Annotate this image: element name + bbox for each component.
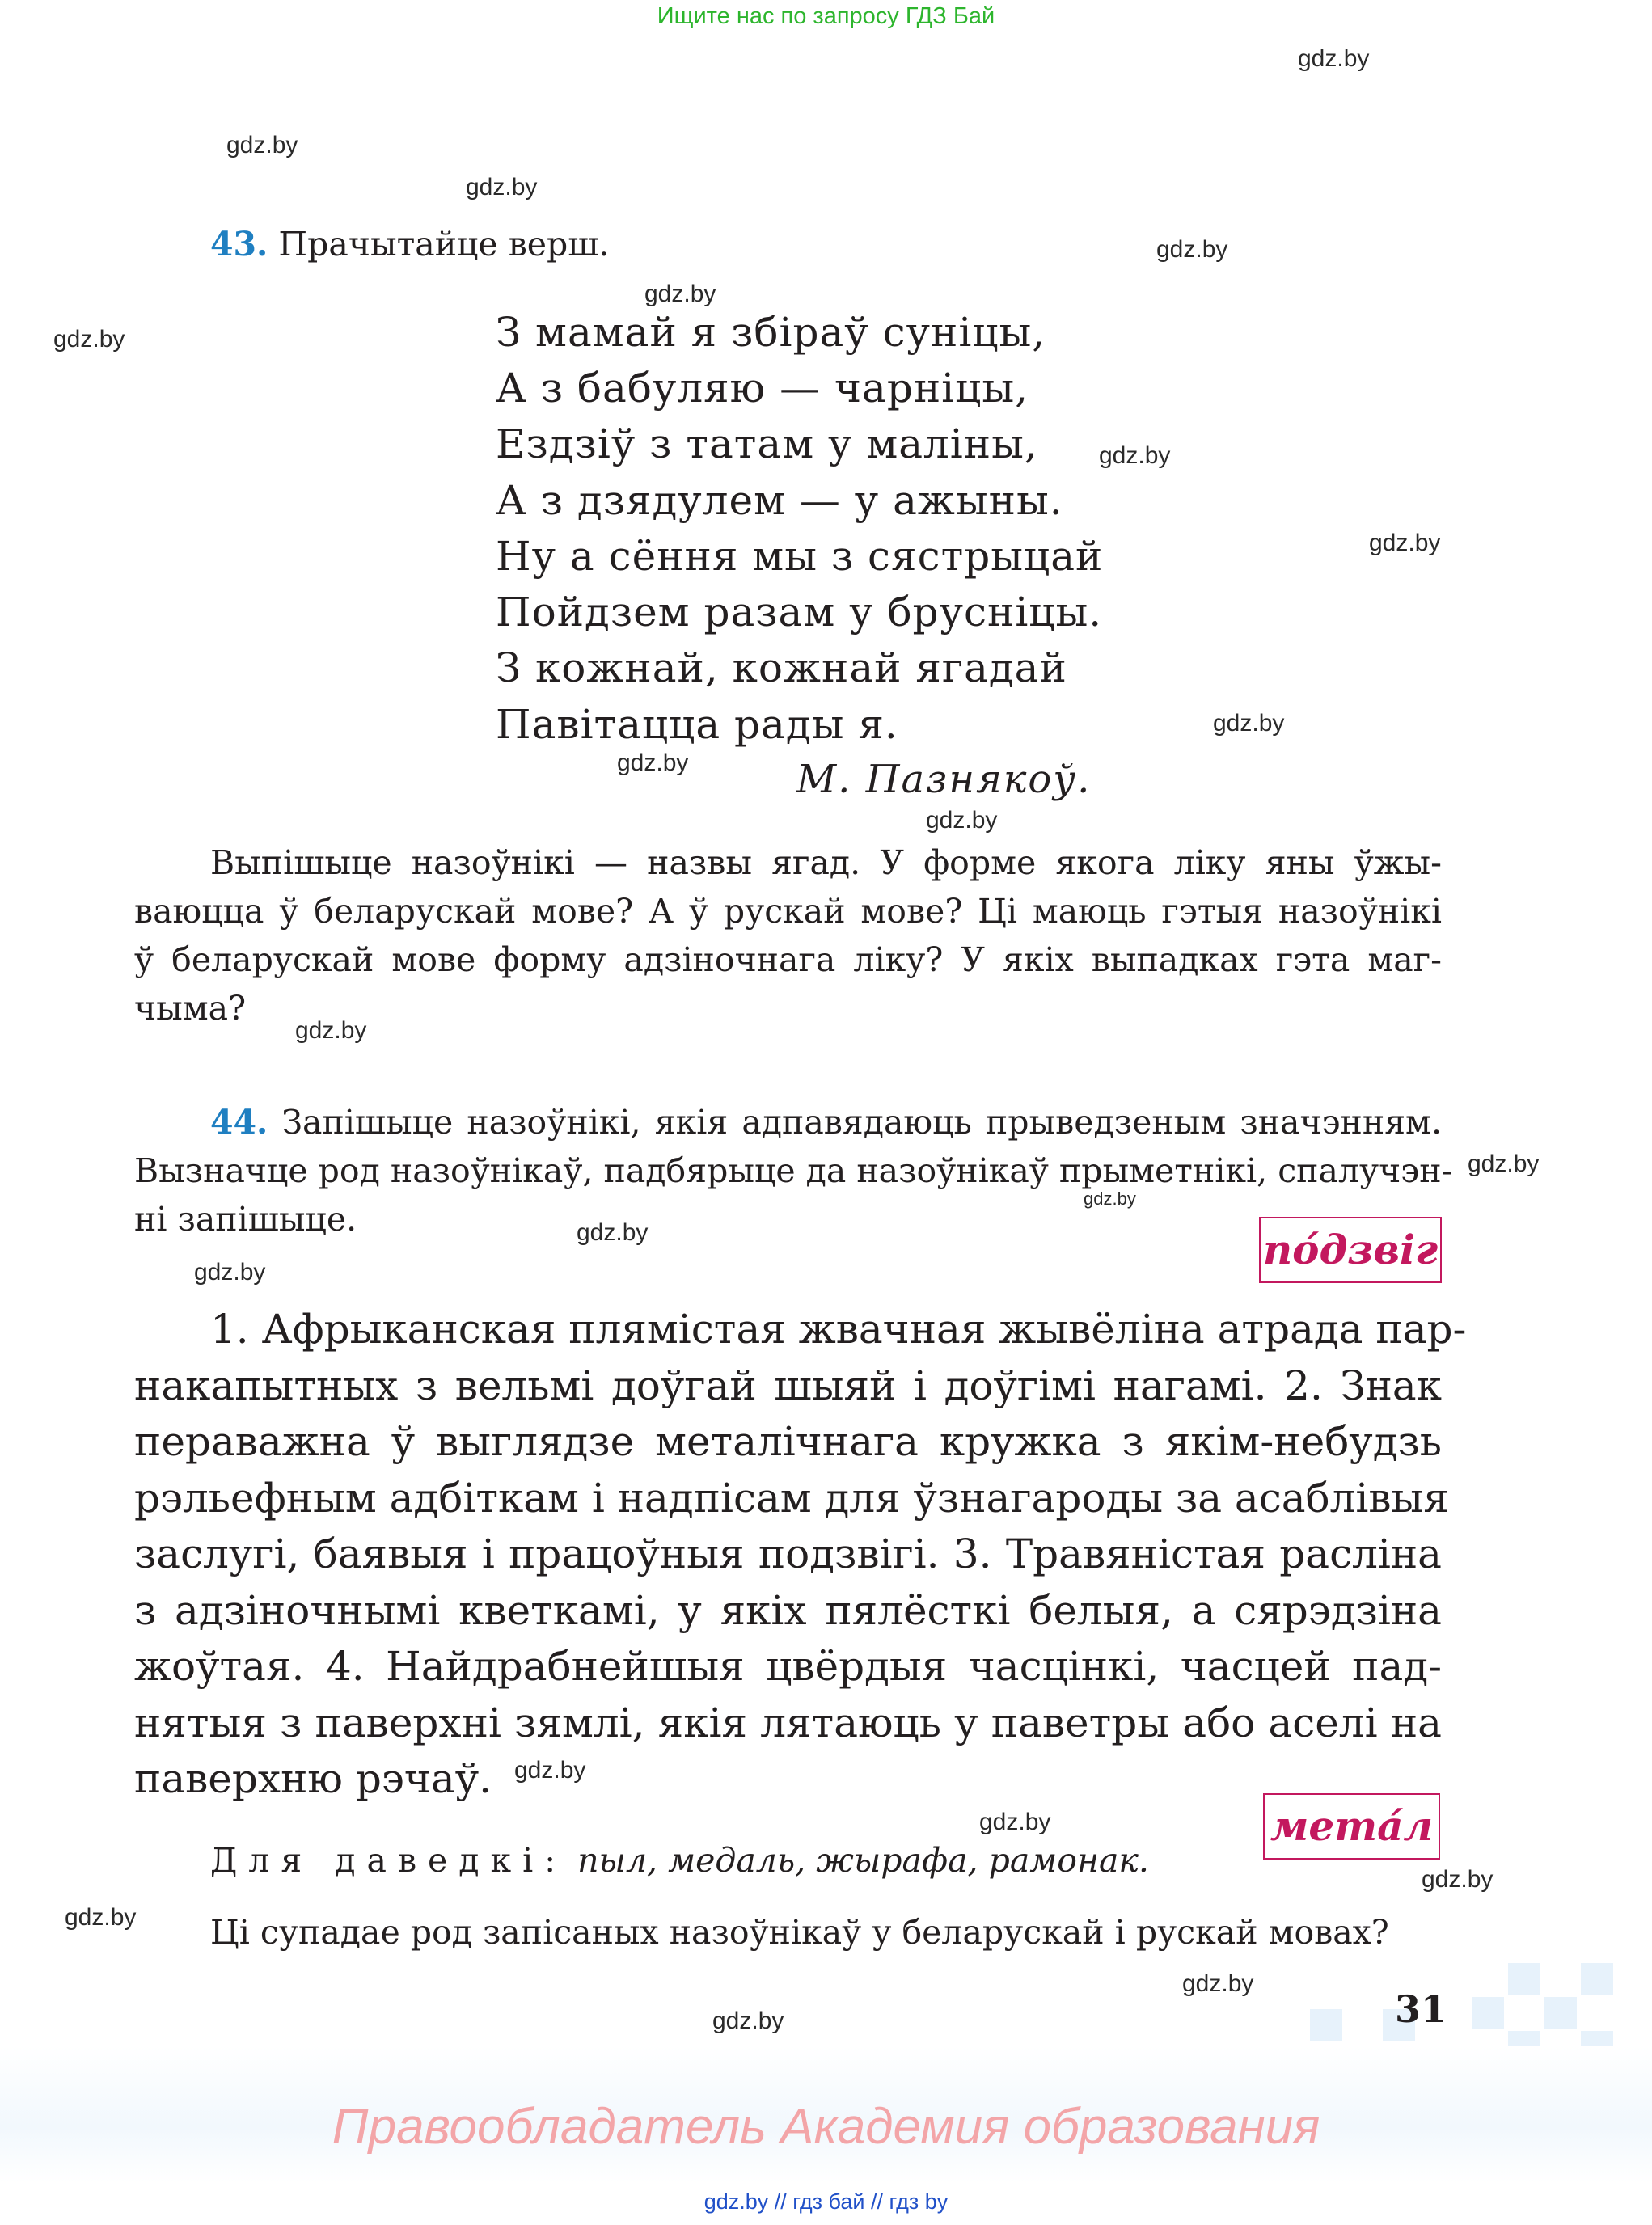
poem-line: З кожнай, кожнай ягадай bbox=[496, 644, 1067, 691]
stress-word-box: мета́л bbox=[1263, 1793, 1440, 1860]
text-line: ваюцца ў беларускай мове? А ў рускай мове? Ці маюць гэтыя назоўнікі bbox=[134, 892, 1442, 931]
page-number: 31 bbox=[1395, 1987, 1447, 2031]
poem-line: А з дзядулем — у ажыны. bbox=[496, 477, 1063, 524]
poem-line: Ну а сёння мы з сястрыцай bbox=[496, 533, 1104, 580]
watermark[interactable]: gdz.by bbox=[712, 2008, 784, 2034]
definition-line: 1. Афрыканская плямістая жвачная жывёліна атрада пар- bbox=[210, 1306, 1467, 1353]
definition-line: з адзіночнымі кветкамі, у якіх пялёсткі белыя, а сярэдзіна bbox=[134, 1586, 1442, 1634]
definition-line: паверхню рэчаў. bbox=[134, 1755, 492, 1802]
reference-label: Для даведкі: bbox=[210, 1841, 568, 1880]
watermark[interactable]: gdz.by bbox=[226, 132, 298, 158]
watermark[interactable]: gdz.by bbox=[466, 174, 538, 201]
definition-line: заслугі, баявыя і працоўныя подзвігі. 3. Травяністая расліна bbox=[134, 1530, 1442, 1577]
poem-author: М. Пазнякоў. bbox=[796, 757, 1092, 802]
watermark[interactable]: gdz.by bbox=[295, 1017, 367, 1044]
watermark[interactable]: gdz.by bbox=[1099, 442, 1171, 469]
watermark[interactable]: gdz.by bbox=[979, 1809, 1051, 1835]
exercise-task: Прачытайце верш. bbox=[278, 225, 610, 264]
exercise-44-task bbox=[134, 1098, 1453, 1243]
exercise-number: 44. bbox=[210, 1103, 268, 1142]
watermark[interactable]: gdz.by bbox=[1468, 1150, 1540, 1177]
watermark[interactable]: gdz.by bbox=[1369, 530, 1441, 556]
watermark[interactable]: gdz.by bbox=[617, 749, 689, 776]
watermark[interactable]: gdz.by bbox=[1084, 1188, 1136, 1209]
definition-line: рэльефным адбіткам і надпісам для ўзнагароды за асаблівыя bbox=[134, 1474, 1449, 1522]
watermark[interactable]: gdz.by bbox=[926, 807, 998, 834]
search-hint[interactable]: Ищите нас по запросу ГДЗ Бай bbox=[657, 3, 995, 29]
poem-line: Павітацца рады я. bbox=[496, 701, 898, 748]
text-line: ні запішыце. bbox=[134, 1200, 357, 1239]
watermark[interactable]: gdz.by bbox=[1156, 236, 1228, 263]
definition-line: нятыя з паверхні зямлі, якія лятаюць у паветры або аселі на bbox=[134, 1699, 1442, 1746]
poem-line: А з бабуляю — чарніцы, bbox=[496, 365, 1029, 412]
text-line: Вызначце род назоўнікаў, падбярыце да назоўнікаў прыметнікі, спалучэн- bbox=[134, 1151, 1453, 1190]
poem-line: З мамай я збіраў суніцы, bbox=[496, 309, 1046, 356]
text-line: Выпішыце назоўнікі — назвы ягад. У форме якога ліку яны ўжы- bbox=[210, 843, 1442, 882]
definitions bbox=[134, 1302, 1467, 1808]
exercise-44-first-line bbox=[134, 1098, 1442, 1146]
watermark[interactable]: gdz.by bbox=[1182, 1970, 1254, 1997]
bottom-links[interactable]: gdz.by // гдз бай // гдз by bbox=[703, 2189, 949, 2214]
watermark[interactable]: gdz.by bbox=[65, 1904, 137, 1931]
watermark[interactable]: gdz.by bbox=[577, 1219, 649, 1246]
exercise-number: 43. bbox=[210, 225, 268, 264]
definition-line: пераважна ў выглядзе металічнага кружка з якім-небудзь bbox=[134, 1418, 1442, 1465]
text-line: ў беларускай мове форму адзіночнага ліку? У якіх выпадках гэта маг- bbox=[134, 940, 1442, 979]
watermark[interactable]: gdz.by bbox=[1298, 45, 1370, 72]
definition-line: жоўтая. 4. Найдрабнейшыя цвёрдыя часцінкі, часцей пад- bbox=[134, 1643, 1442, 1690]
stress-word-box: по́дзвіг bbox=[1259, 1217, 1442, 1283]
watermark[interactable]: gdz.by bbox=[53, 326, 125, 353]
watermark[interactable]: gdz.by bbox=[194, 1259, 266, 1286]
watermark[interactable]: gdz.by bbox=[644, 281, 716, 307]
exercise-43-heading bbox=[210, 225, 609, 264]
exercise-task: Запішыце назоўнікі, якія адпавядаюць прыведзеным значэнням. bbox=[281, 1103, 1442, 1142]
poem-line: Ездзіў з татам у маліны, bbox=[496, 420, 1038, 467]
text-line: чыма? bbox=[134, 989, 247, 1028]
copyright-notice: Правообладатель Академия образования bbox=[332, 2099, 1320, 2155]
watermark[interactable]: gdz.by bbox=[1422, 1866, 1494, 1893]
watermark[interactable]: gdz.by bbox=[1213, 710, 1285, 737]
reference-words: пыл, медаль, жырафа, рамонак. bbox=[577, 1841, 1149, 1880]
poem-line: Пойдзем разам у брусніцы. bbox=[496, 589, 1103, 635]
definition-line: накапытных з вельмі доўгай шыяй і доўгімі нагамі. 2. Знак bbox=[134, 1362, 1442, 1409]
watermark[interactable]: gdz.by bbox=[514, 1757, 586, 1784]
final-question: Ці супадае род запісаных назоўнікаў у беларускай і рускай мовах? bbox=[210, 1913, 1389, 1952]
reference-hint bbox=[210, 1841, 1149, 1880]
exercise-43-question bbox=[134, 838, 1442, 1032]
